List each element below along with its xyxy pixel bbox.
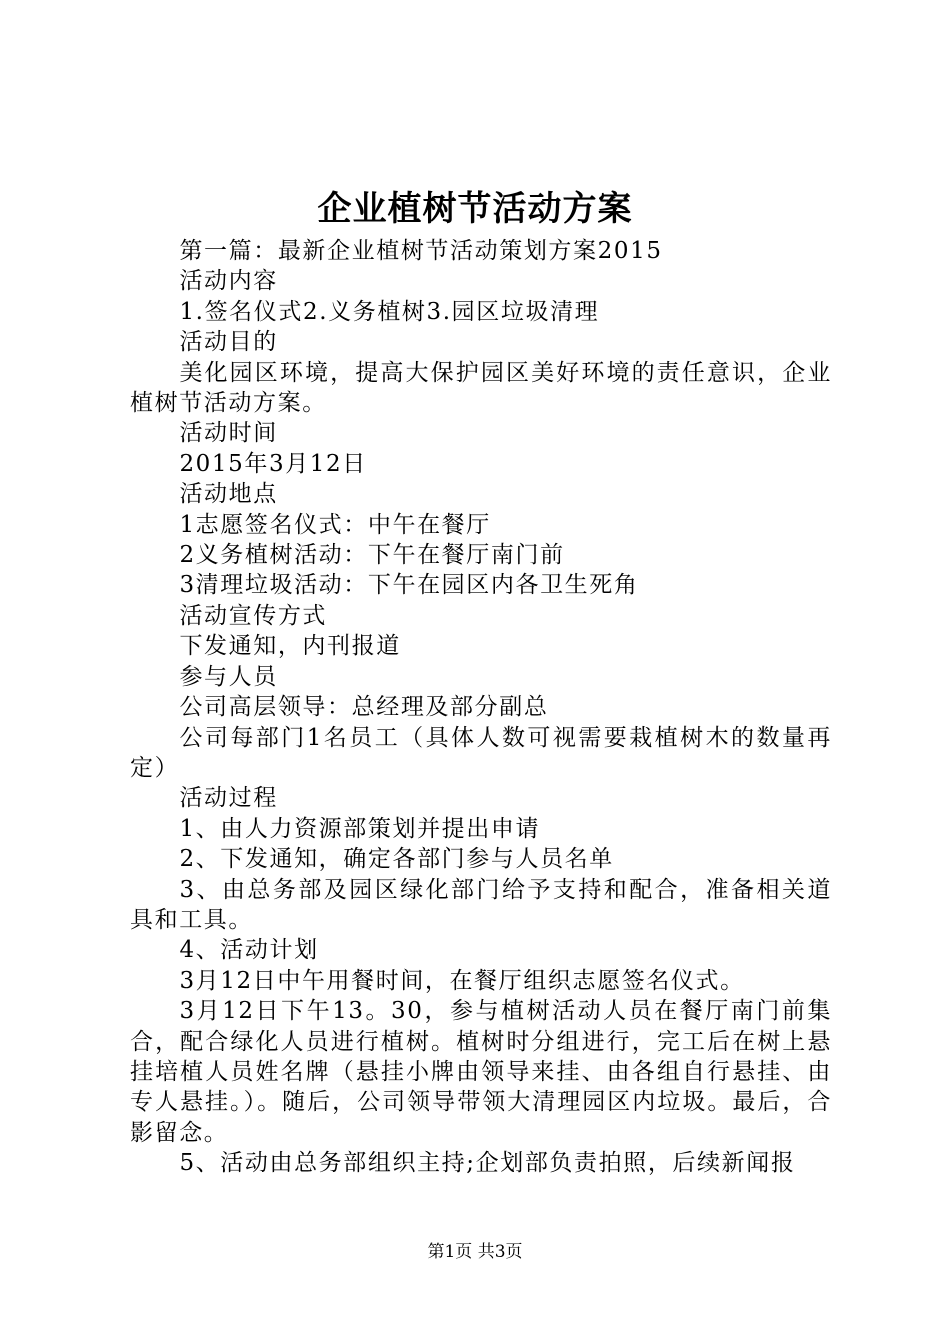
paragraph: 活动过程 bbox=[179, 785, 278, 812]
paragraph: 2义务植树活动：下午在餐厅南门前 bbox=[179, 542, 565, 569]
page-footer: 第1页 共3页 bbox=[427, 1242, 523, 1262]
paragraph: 参与人员 bbox=[179, 663, 278, 690]
paragraph: 公司每部门1名员工（具体人数可视需要栽植树木的数量再定） bbox=[130, 724, 832, 781]
paragraph: 2015年3月12日 bbox=[179, 450, 367, 477]
document-body bbox=[130, 236, 832, 1179]
paragraph: 5、活动由总务部组织主持;企划部负责拍照，后续新闻报 bbox=[179, 1150, 796, 1177]
paragraph: 活动宣传方式 bbox=[179, 602, 328, 629]
paragraph: 下发通知，内刊报道 bbox=[179, 633, 401, 660]
paragraph: 1.签名仪式2.义务植树3.园区垃圾清理 bbox=[179, 298, 600, 325]
document-title: 企业植树节活动方案 bbox=[317, 189, 633, 229]
paragraph: 1、由人力资源部策划并提出申请 bbox=[179, 815, 541, 842]
paragraph: 1志愿签名仪式：中午在餐厅 bbox=[179, 511, 491, 538]
paragraph: 活动地点 bbox=[179, 481, 278, 508]
paragraph: 4、活动计划 bbox=[179, 937, 319, 964]
paragraph: 3清理垃圾活动：下午在园区内各卫生死角 bbox=[179, 572, 639, 599]
paragraph: 3、由总务部及园区绿化部门给予支持和配合，准备相关道具和工具。 bbox=[130, 876, 832, 933]
paragraph: 活动目的 bbox=[179, 329, 278, 356]
paragraph: 活动内容 bbox=[179, 268, 278, 295]
paragraph: 美化园区环境，提高大保护园区美好环境的责任意识，企业植树节活动方案。 bbox=[130, 359, 832, 417]
paragraph: 3月12日下午13。30，参与植树活动人员在餐厅南门前集合，配合绿化人员进行植树。植树时分组进行，完工后在树上悬挂培植人员姓名牌（悬挂小牌由领导来挂、由各组自行悬挂、由专人悬挂。）。随后，公司领导带领大清理园区内垃圾。最后，合影留念。 bbox=[130, 998, 832, 1146]
paragraph: 3月12日中午用餐时间，在餐厅组织志愿签名仪式。 bbox=[179, 967, 745, 994]
paragraph: 2、下发通知，确定各部门参与人员名单 bbox=[179, 846, 614, 873]
paragraph: 活动时间 bbox=[179, 420, 278, 447]
paragraph: 公司高层领导：总经理及部分副总 bbox=[179, 694, 549, 721]
paragraph: 第一篇：最新企业植树节活动策划方案2015 bbox=[179, 238, 663, 264]
